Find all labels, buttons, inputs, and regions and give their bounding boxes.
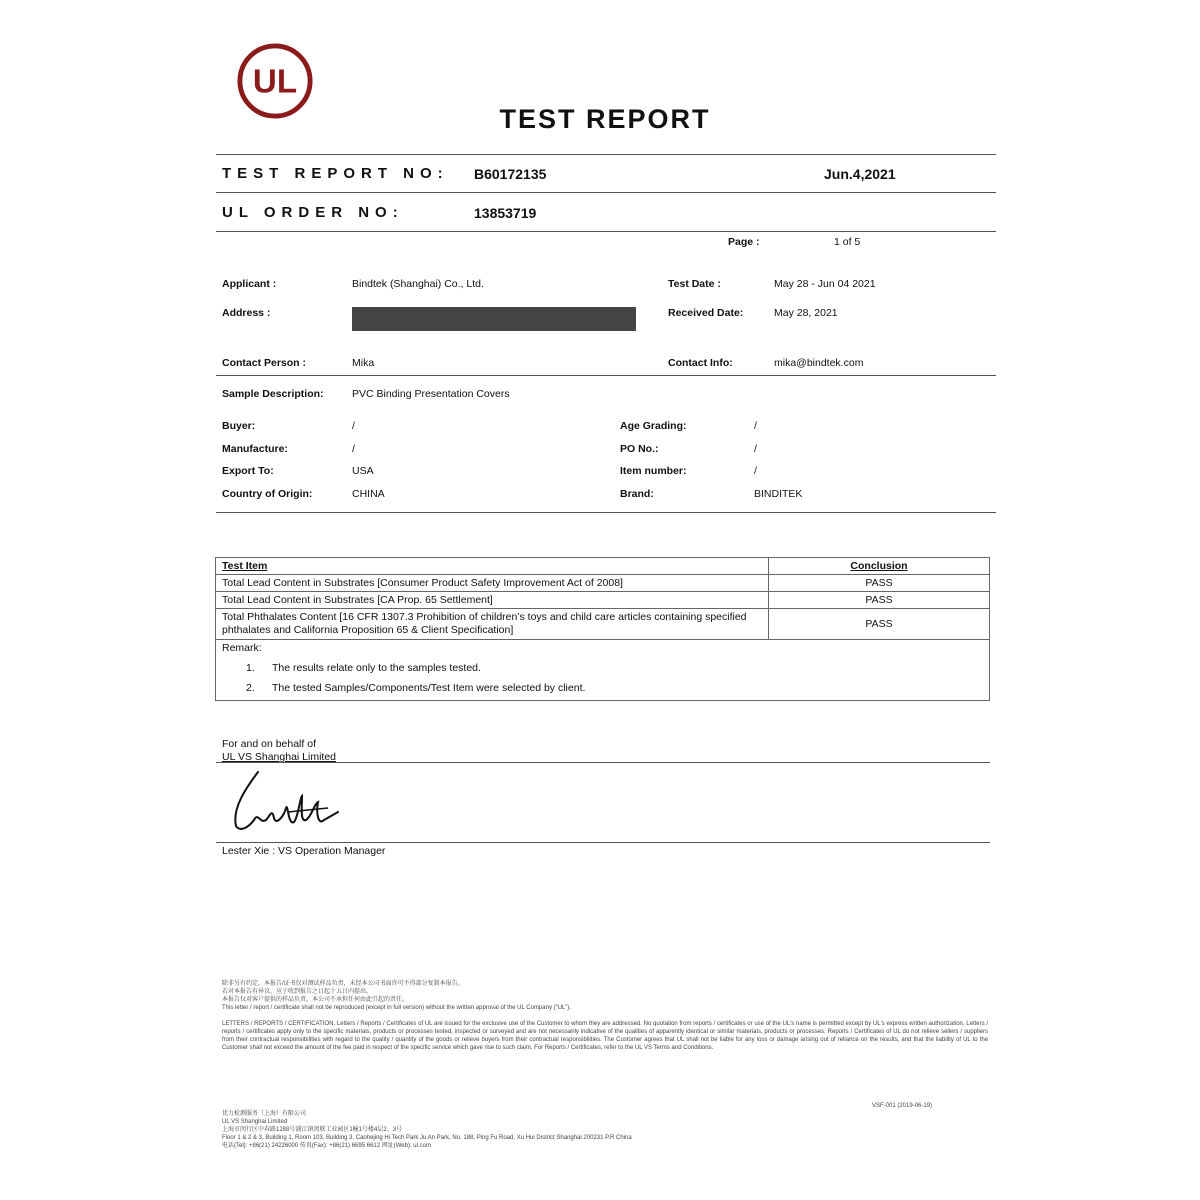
- conclusion-cell: PASS: [769, 609, 990, 640]
- buyer-label: Buyer:: [222, 420, 256, 432]
- header-test-item: Test Item: [216, 558, 769, 575]
- brand-value: BINDITEK: [754, 488, 803, 500]
- remark-text: The results relate only to the samples tested.: [272, 662, 481, 674]
- conclusion-cell: PASS: [769, 575, 990, 592]
- test-item-cell: Total Lead Content in Substrates [Consumer Product Safety Improvement Act of 2008]: [216, 575, 769, 592]
- footer-en-1: This letter / report / certificate shall not be reproduced (except in full version) without the written approval of the UL Company (“UL”).: [222, 1005, 571, 1011]
- applicant-label: Applicant :: [222, 278, 277, 290]
- doc-code: VSF-001 (2019-06-19): [872, 1103, 933, 1109]
- footer-cn-2: 若对本报告有异议，应于收到报告之日起十五日内提出。: [222, 989, 373, 995]
- origin-value: CHINA: [352, 488, 385, 500]
- age-label: Age Grading:: [620, 420, 687, 432]
- logo-text: UL: [252, 63, 298, 101]
- report-no-value: B60172135: [474, 166, 547, 182]
- received-date-label: Received Date:: [668, 307, 744, 319]
- divider: [216, 842, 990, 843]
- sample-label: Sample Description:: [222, 388, 324, 400]
- export-label: Export To:: [222, 465, 274, 477]
- contact-label: Contact Person :: [222, 357, 307, 369]
- remark-item: [246, 682, 983, 694]
- applicant-value: Bindtek (Shanghai) Co., Ltd.: [352, 278, 484, 290]
- page-value: 1 of 5: [834, 236, 861, 248]
- behalf-line-1: For and on behalf of: [222, 738, 316, 750]
- po-label: PO No.:: [620, 443, 659, 455]
- contact-info-value: mika@bindtek.com: [774, 357, 864, 369]
- divider: [216, 192, 996, 193]
- remark-item: [246, 662, 983, 674]
- header-conclusion: Conclusion: [769, 558, 990, 575]
- company-cn: 优力检测服务（上海）有限公司: [222, 1111, 307, 1117]
- test-results-table: [215, 557, 990, 701]
- address-redaction: [352, 307, 636, 331]
- po-value: /: [754, 443, 757, 455]
- item-number-label: Item number:: [620, 465, 687, 477]
- ul-logo: [236, 42, 314, 120]
- behalf-line-2: UL VS Shanghai Limited: [222, 751, 337, 763]
- test-date-value: May 28 - Jun 04 2021: [774, 278, 876, 290]
- table-row: [216, 592, 990, 609]
- page-label: Page :: [728, 236, 760, 248]
- footer-notes: [222, 980, 988, 1052]
- received-date-value: May 28, 2021: [774, 307, 838, 319]
- remark-label: Remark:: [222, 642, 262, 654]
- table-header-row: [216, 558, 990, 575]
- address-label: Address :: [222, 307, 271, 319]
- test-item-cell: Total Lead Content in Substrates [CA Prop. 65 Settlement]: [216, 592, 769, 609]
- order-no-label: UL ORDER NO:: [222, 204, 404, 221]
- remark-text: The tested Samples/Components/Test Item were selected by client.: [272, 682, 586, 694]
- footer-company: [222, 1110, 988, 1150]
- divider: [216, 231, 996, 232]
- divider: [216, 762, 990, 763]
- buyer-value: /: [352, 420, 355, 432]
- contact-value: Mika: [352, 357, 375, 369]
- manufacture-value: /: [352, 443, 355, 455]
- divider: [216, 154, 996, 155]
- table-row: [216, 575, 990, 592]
- address-cn: 上海市闵行区中春路1288号浦江镇闵联工业园区1幢1号楼4层2、3号: [222, 1127, 403, 1133]
- contact-line: 电话(Tel): +86(21) 24226000 传真(Fax): +86(21) 6695 6612 网址(Web): ul.com: [222, 1143, 431, 1149]
- sample-value: PVC Binding Presentation Covers: [352, 388, 510, 400]
- footer-cn-1: 除非另有约定，本报告/证书仅对测试样品负责，未经本公司书面许可不得部分复制本报告。: [222, 981, 464, 987]
- remark-number: 1.: [246, 662, 255, 674]
- remark-number: 2.: [246, 682, 255, 694]
- divider: [216, 375, 996, 376]
- signatory: Lester Xie : VS Operation Manager: [222, 845, 386, 857]
- table-row: [216, 609, 990, 640]
- test-item-cell: Total Phthalates Content [16 CFR 1307.3 Prohibition of children’s toys and child care articles containing specified phthalates and California Proposition 65 & Client Specification]: [216, 609, 769, 640]
- signature: [228, 768, 348, 838]
- divider: [216, 512, 996, 513]
- brand-label: Brand:: [620, 488, 654, 500]
- contact-info-label: Contact Info:: [668, 357, 733, 369]
- remark-row: [216, 640, 990, 701]
- manufacture-label: Manufacture:: [222, 443, 288, 455]
- footer-cn-3: 本报告仅对客户提供的样品负责，本公司不承担任何由此引起的责任。: [222, 997, 409, 1003]
- test-date-label: Test Date :: [668, 278, 721, 290]
- remark-cell: [216, 640, 990, 701]
- origin-label: Country of Origin:: [222, 488, 313, 500]
- address-en: Floor 1 & 2 & 3, Building 1, Room 103, Building 3, Caohejing Hi Tech Park Ju An Park, No. 188, Ping Fu Road, Xu Hui District Shanghai 200231 P.R China: [222, 1135, 632, 1141]
- footer-terms: LETTERS / REPORTS / CERTIFICATION. Letters / Reports / Certificates of UL are issued for the exclusive use of the Customer to whom they are addressed. No quotation from reports / certificates or use of the UL's name is permitted except by UL's express written authorization. Letters / reports / certificates apply only to the specific materials, products or processes tested, inspected or surveyed and are not necessarily indicative of the qualities of apparently identical or similar materials, products or processes. Reports / Certificates of UL do not relieve sellers / suppliers from their contractual responsibilities with regard to the quality / quantity of the goods or relieve buyers from their contractual responsibilities. The Customer agrees that UL shall not be liable for any loss or damage arising out of reliance on the results, and that the liability of UL to the Customer shall not exceed the amount of the fee paid in respect of the specific service which gave rise to such claim. For Reports / Certificates, refer to the UL VS Terms and Conditions.: [222, 1021, 988, 1051]
- company-en: UL VS Shanghai Limited: [222, 1119, 288, 1125]
- report-no-label: TEST REPORT NO:: [222, 165, 449, 182]
- export-value: USA: [352, 465, 374, 477]
- conclusion-cell: PASS: [769, 592, 990, 609]
- report-date: Jun.4,2021: [824, 166, 896, 182]
- order-no-value: 13853719: [474, 205, 537, 221]
- item-number-value: /: [754, 465, 757, 477]
- page-title: TEST REPORT: [499, 104, 711, 134]
- age-value: /: [754, 420, 757, 432]
